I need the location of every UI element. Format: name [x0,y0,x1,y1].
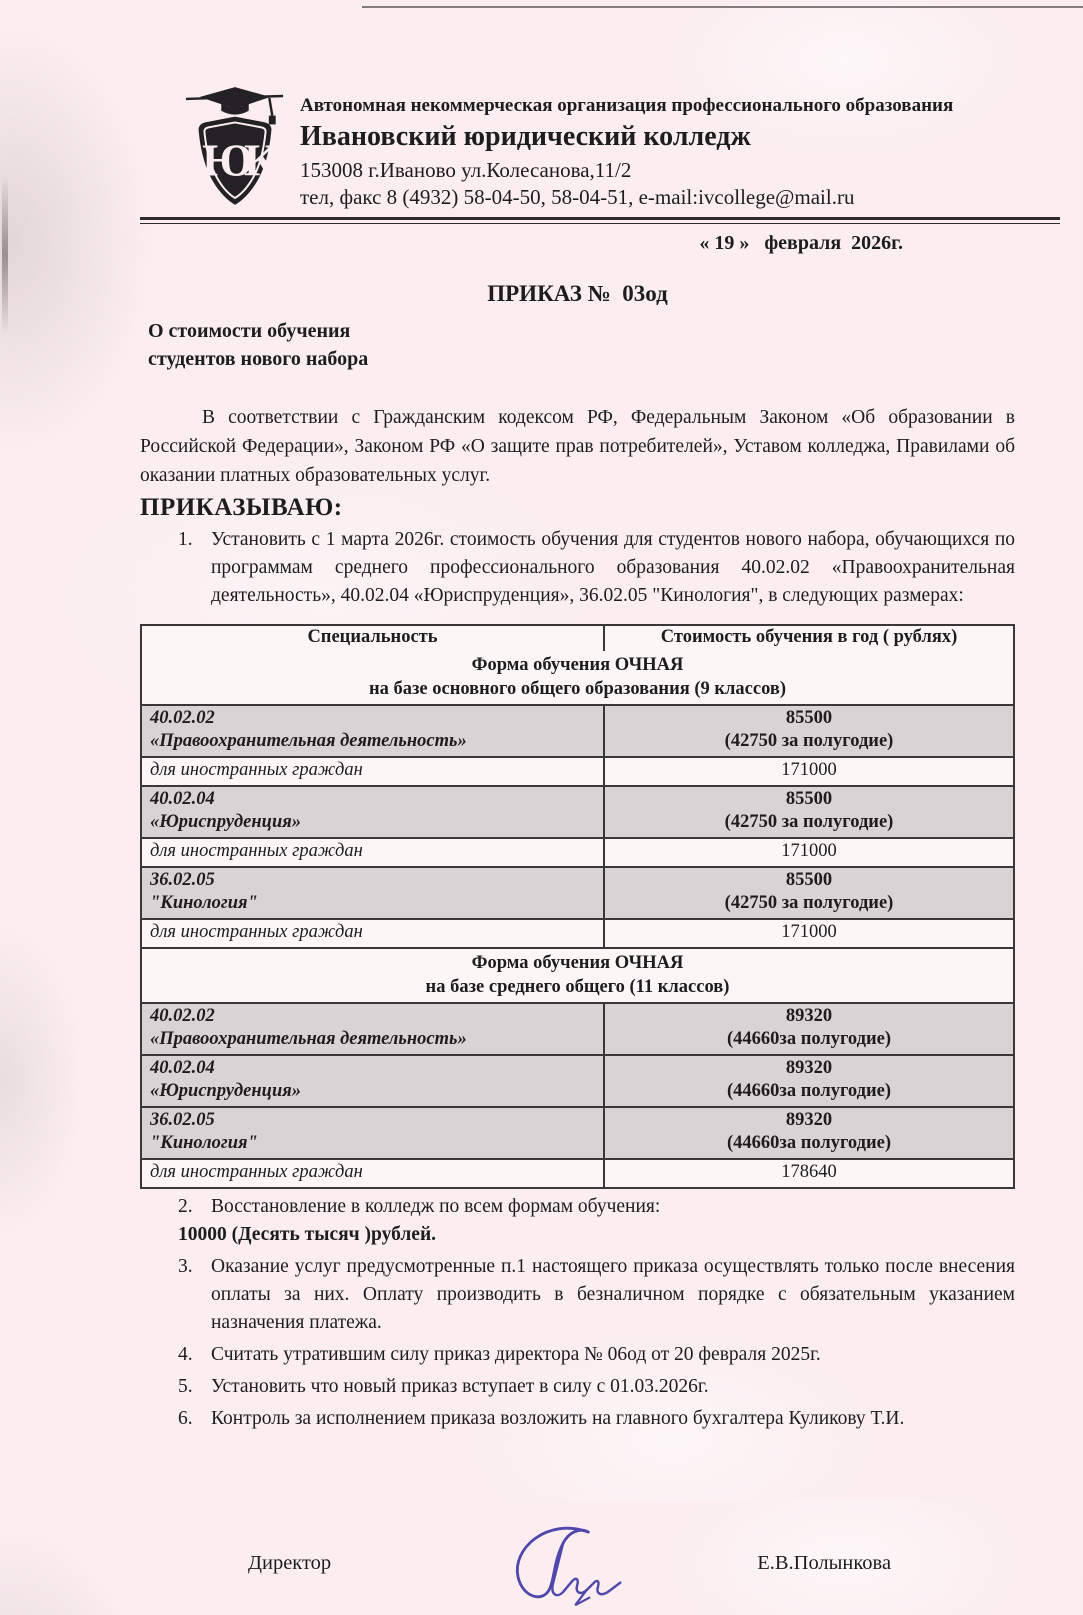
table-cell-price [605,920,1013,947]
table-section-row [142,651,1013,704]
table-row [142,1054,1013,1106]
order-item-text: Считать утратившим силу приказ директора № 06од от 20 февраля 2025г. [211,1344,821,1365]
table-cell-price [605,1004,1013,1054]
table-section-line: Форма обучения ОЧНАЯ [471,655,684,675]
table-cell-line: для иностранных граждан [150,841,363,861]
table-cell-line: «Правоохранительная деятельность» [150,1029,467,1049]
table-cell-line: для иностранных граждан [150,922,363,942]
table-row [142,756,1013,785]
table-cell-specialty [142,758,605,785]
table-section-line: на базе основного общего образования (9 классов) [368,679,787,699]
order-item-text: Установить с 1 марта 2026г. стоимость обучения для студентов нового набора, обучающихся по программам среднего профессионального образования 40.02.02 «Правоохранительная деятельность», 40.02.04 «Юриспруденция», 36.02.05 "Кинология", в следующих размерах: [211,529,1015,606]
table-cell-line: 89320 [785,1110,833,1130]
table-cell-line: 171000 [781,760,837,780]
table-cell-price [605,1056,1013,1106]
table-cell-line: для иностранных граждан [150,1162,363,1182]
table-cell-line: 85500 [785,708,833,728]
table-cell-line: 40.02.04 [150,789,215,809]
college-logo-icon [184,84,286,208]
tuition-table-rows [142,651,1013,1187]
college-logo [184,84,286,208]
table-section-line: Форма обучения ОЧНАЯ [471,953,684,973]
table-row [142,837,1013,866]
order-item-amount: 10000 (Десять тысяч )рублей. [178,1224,437,1245]
table-cell-line: (44660за полугодие) [726,1029,892,1049]
table-cell-line: 171000 [781,841,837,861]
order-item-number: 1. [178,529,193,550]
signature-icon [489,1511,639,1615]
table-cell-line: «Юриспруденция» [150,1081,302,1101]
order-item-6 [140,1405,1015,1433]
table-row [142,866,1013,918]
order-item-text: Восстановление в колледж по всем формам обучения: [211,1196,661,1217]
table-cell-specialty [142,1108,605,1158]
order-item-number: 3. [178,1256,193,1277]
order-item-number: 2. [178,1196,193,1217]
table-cell-line: для иностранных граждан [150,760,363,780]
table-cell-price [605,787,1013,837]
order-item-4 [140,1341,1015,1369]
table-cell-line: 171000 [781,922,837,942]
order-title: ПРИКАЗ № 03од [487,281,668,306]
table-cell-line: 40.02.02 [150,708,215,728]
table-cell-price [605,839,1013,866]
table-cell-line: 85500 [785,789,833,809]
table-row [142,918,1013,947]
table-cell-line: 40.02.02 [150,1006,215,1026]
table-cell-line: 40.02.04 [150,1058,215,1078]
document-content [140,0,1015,1615]
letterhead [140,84,1015,211]
letterhead-text [300,84,953,211]
signature-block [140,1511,1015,1615]
table-cell-price [605,758,1013,785]
table-row [142,1158,1013,1187]
table-cell-specialty [142,1160,605,1187]
table-cell-line: 178640 [781,1162,837,1182]
signer-name: Е.В.Полынкова [757,1551,892,1574]
orders-heading: ПРИКАЗЫВАЮ: [140,494,343,521]
order-item-5 [140,1373,1015,1401]
intro-paragraph: В соответствии с Гражданским кодексом РФ, Федеральным Законом «Об образовании в Российской Федерации», Законом РФ «О защите прав потребителей», Уставом колледжа, Правилами об оказании платных образовательных услуг. [140,407,1015,486]
table-cell-line: (44660за полугодие) [726,1081,892,1101]
table-header-row [142,626,1013,651]
college-name: Ивановский юридический колледж [300,121,751,152]
order-item-1 [140,526,1015,610]
order-subject-line2: студентов нового набора [148,348,369,370]
order-item-number: 4. [178,1344,193,1365]
table-cell-line: (42750 за полугодие) [724,812,894,832]
order-subject-line1: О стоимости обучения [148,320,351,342]
table-cell-line: 89320 [785,1058,833,1078]
table-cell-line: "Кинология" [150,893,258,913]
order-item-2 [140,1193,1015,1221]
table-cell-line: (42750 за полугодие) [724,731,894,751]
order-item-number: 5. [178,1376,193,1397]
table-cell-line: "Кинология" [150,1133,258,1153]
scan-smudge-artifact [2,175,8,335]
table-cell-specialty [142,1056,605,1106]
logo-monogram: ЮК [202,135,268,186]
order-item-number: 6. [178,1408,193,1429]
table-cell-line: (44660за полугодие) [726,1133,892,1153]
table-cell-price [605,706,1013,756]
table-row [142,1106,1013,1158]
table-cell-specialty [142,1004,605,1054]
table-cell-line: «Юриспруденция» [150,812,302,832]
table-cell-line: 36.02.05 [150,1110,215,1130]
college-contacts: тел, факс 8 (4932) 58-04-50, 58-04-51, e-mail:ivcollege@mail.ru [300,185,855,209]
table-cell-price [605,1108,1013,1158]
table-cell-specialty [142,787,605,837]
tuition-table [140,624,1015,1189]
college-address: 153008 г.Иваново ул.Колесанова,11/2 [300,158,632,182]
order-items [140,1193,1015,1433]
order-item-text: Оказание услуг предусмотренные п.1 настоящего приказа осуществлять только после внесения оплаты за них. Оплату производить в безналичном порядке с обязательным указанием назначения платежа. [211,1256,1015,1333]
table-cell-specialty [142,920,605,947]
table-row [142,785,1013,837]
table-row [142,1002,1013,1054]
table-cell-specialty [142,706,605,756]
table-section-line: на базе среднего общего (11 классов) [425,977,730,997]
table-cell-line: «Правоохранительная деятельность» [150,731,467,751]
org-type-line: Автономная некоммерческая организация профессионального образования [300,95,954,116]
table-cell-line: 36.02.05 [150,870,215,890]
table-cell-price [605,1160,1013,1187]
table-cell-specialty [142,868,605,918]
table-header-specialty: Специальность [142,626,605,651]
header-divider [140,217,1060,224]
order-item-text: Установить что новый приказ вступает в силу с 01.03.2026г. [211,1376,709,1397]
table-section-row [142,947,1013,1002]
order-subject [140,317,1015,373]
signer-role: Директор [248,1551,332,1574]
table-cell-price [605,868,1013,918]
table-header-price: Стоимость обучения в год ( рублях) [660,627,958,647]
table-row [142,704,1013,756]
table-cell-line: (42750 за полугодие) [724,893,894,913]
order-date: « 19 » февраля 2026г. [699,232,903,254]
order-item-text: Контроль за исполнением приказа возложить на главного бухгалтера Куликову Т.И. [211,1408,905,1429]
table-cell-line: 89320 [785,1006,833,1026]
table-cell-line: 85500 [785,870,833,890]
order-item-3 [140,1253,1015,1337]
table-cell-specialty [142,839,605,866]
